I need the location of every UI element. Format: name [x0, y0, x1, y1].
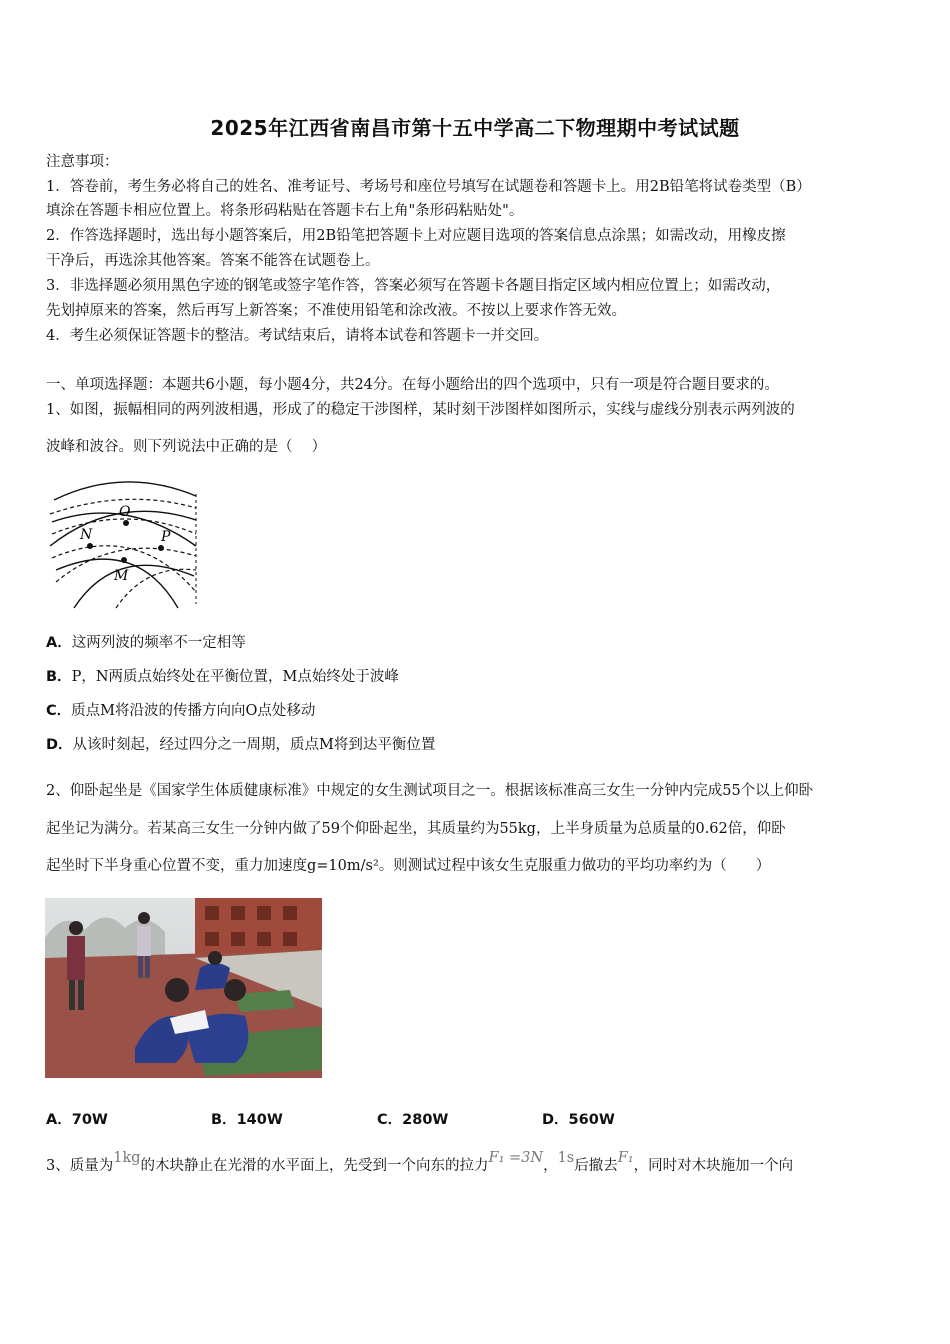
notice-line-2: 填涂在答题卡相应位置上。将条形码粘贴在答题卡右上角"条形码粘贴处"。	[46, 203, 524, 219]
label-o: O	[119, 504, 131, 520]
q1-option-b: B．P，N两质点始终处在平衡位置，M点始终处于波峰	[46, 669, 399, 685]
q1-stem-line-1: 1、如图，振幅相同的两列波相遇，形成了的稳定干涉图样，某时刻干涉图样如图所示，实线与虚线分别表示两列波的	[46, 402, 795, 418]
notice-line-7: 4．考生必须保证答题卡的整洁。考试结束后，请将本试卷和答题卡一并交回。	[46, 328, 549, 344]
q2-option-c: C．280W	[377, 1112, 449, 1128]
q3-time: 1s	[557, 1150, 575, 1166]
notice-heading: 注意事项：	[46, 154, 119, 170]
q1-stem-line-2: 波峰和波谷。则下列说法中正确的是（ ）	[46, 439, 327, 455]
page-title: 2025年江西省南昌市第十五中学高二下物理期中考试试题	[210, 116, 740, 140]
label-m: M	[114, 568, 129, 584]
q2-option-d: D．560W	[542, 1112, 615, 1128]
situp-photo	[45, 898, 322, 1078]
notice-line-1: 1．答卷前，考生务必将自己的姓名、准考证号、考场号和座位号填写在试题卷和答题卡上。用2B铅笔将试卷类型（B）	[46, 179, 811, 195]
section-1-heading: 一、单项选择题：本题共6小题，每小题4分，共24分。在每小题给出的四个选项中，只有一项是符合题目要求的。	[46, 377, 779, 393]
interference-figure	[46, 474, 200, 614]
notice-line-3: 2．作答选择题时，选出每小题答案后，用2B铅笔把答题卡上对应题目选项的答案信息点涂黑；如需改动，用橡皮擦	[46, 228, 786, 244]
q2-stem-line-3: 起坐时下半身重心位置不变，重力加速度g=10m/s²。则测试过程中该女生克服重力做功的平均功率约为（ ）	[46, 858, 771, 874]
q3-force-2: F₁	[617, 1150, 634, 1166]
q1-option-a: A．这两列波的频率不一定相等	[46, 635, 246, 651]
q3-stem-line-1: 3、质量为1kg的木块静止在光滑的水平面上，先受到一个向东的拉力F₁ =3N，1s后撤去F₁，同时对木块施加一个向	[46, 1150, 794, 1174]
q3-force: F₁ =3N	[488, 1150, 544, 1166]
q2-option-a: A．70W	[46, 1112, 108, 1128]
notice-line-6: 先划掉原来的答案，然后再写上新答案；不准使用铅笔和涂改液。不按以上要求作答无效。	[46, 303, 626, 319]
notice-line-5: 3．非选择题必须用黑色字迹的钢笔或签字笔作答，答案必须写在答题卡各题目指定区域内相应位置上；如需改动，	[46, 278, 781, 294]
label-p: P	[161, 529, 171, 545]
q2-stem-line-2: 起坐记为满分。若某高三女生一分钟内做了59个仰卧起坐，其质量约为55kg，上半身质量为总质量的0.62倍，仰卧	[46, 821, 786, 837]
q3-mass: 1kg	[113, 1150, 141, 1166]
q2-stem-line-1: 2、仰卧起坐是《国家学生体质健康标准》中规定的女生测试项目之一。根据该标准高三女生一分钟内完成55个以上仰卧	[46, 783, 814, 799]
label-n: N	[80, 527, 93, 543]
q1-option-d: D．从该时刻起，经过四分之一周期，质点M将到达平衡位置	[46, 737, 436, 753]
q1-option-c: C．质点M将沿波的传播方向向O点处移动	[46, 703, 316, 719]
notice-line-4: 干净后，再选涂其他答案。答案不能答在试题卷上。	[46, 253, 380, 269]
q2-option-b: B．140W	[211, 1112, 283, 1128]
